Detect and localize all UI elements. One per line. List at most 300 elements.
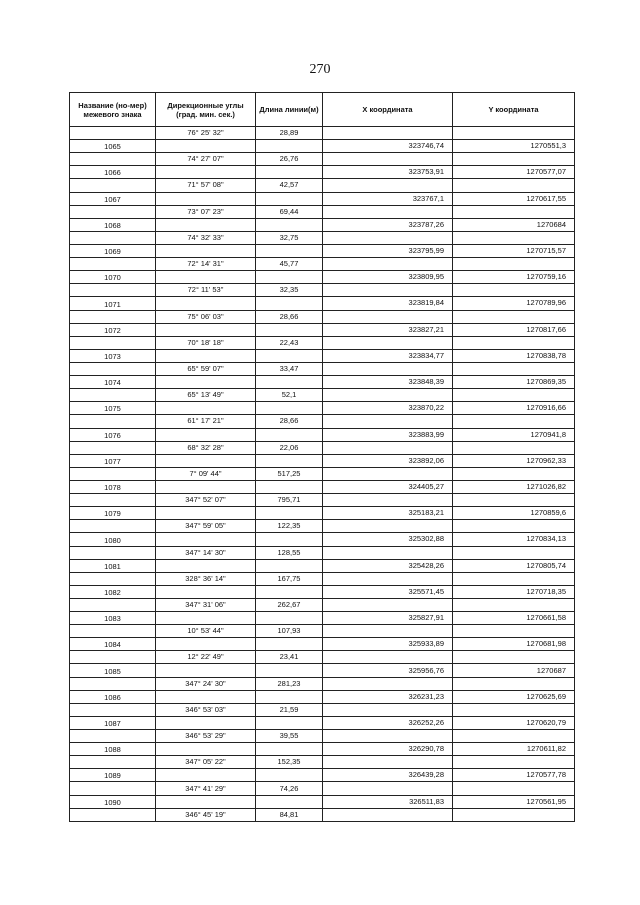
x-coordinate-cell: 325956,76 — [323, 664, 453, 677]
y-cell-empty — [453, 625, 575, 638]
mark-name-cell: 1070 — [70, 271, 156, 284]
header-x-coordinate: X координата — [323, 93, 453, 127]
y-coordinate-cell: 1270611,82 — [453, 743, 575, 756]
y-coordinate-cell: 1270759,16 — [453, 271, 575, 284]
x-coordinate-cell: 323819,84 — [323, 297, 453, 310]
line-length-cell: 152,35 — [256, 756, 323, 769]
table-row-segment — [70, 415, 575, 428]
table-row-point — [70, 769, 575, 782]
mark-name-cell: 1086 — [70, 690, 156, 703]
mark-name-cell: 1077 — [70, 454, 156, 467]
y-cell-empty — [453, 284, 575, 297]
line-length-cell: 795,71 — [256, 494, 323, 507]
length-cell-empty — [256, 349, 323, 362]
line-length-cell: 22,06 — [256, 441, 323, 454]
table-row-point — [70, 376, 575, 389]
mark-name-cell: 1083 — [70, 612, 156, 625]
angle-cell-empty — [156, 585, 256, 598]
table-row-segment — [70, 179, 575, 192]
table-row-segment — [70, 651, 575, 664]
x-cell-empty — [323, 153, 453, 166]
table-row-point — [70, 716, 575, 729]
x-coordinate-cell: 323787,26 — [323, 218, 453, 231]
angle-cell-empty — [156, 743, 256, 756]
line-length-cell: 52,1 — [256, 389, 323, 402]
direction-angle-cell: 68° 32' 28" — [156, 441, 256, 454]
y-cell-empty — [453, 310, 575, 323]
length-cell-empty — [256, 140, 323, 153]
x-cell-empty — [323, 520, 453, 533]
table-row-point — [70, 480, 575, 493]
x-cell-empty — [323, 258, 453, 271]
x-coordinate-cell: 323795,99 — [323, 244, 453, 257]
mark-name-cell: 1067 — [70, 192, 156, 205]
angle-cell-empty — [156, 612, 256, 625]
angle-cell-empty — [156, 507, 256, 520]
length-cell-empty — [256, 638, 323, 651]
mark-cell-empty — [70, 703, 156, 716]
mark-cell-empty — [70, 258, 156, 271]
direction-angle-cell: 65° 13' 49" — [156, 389, 256, 402]
angle-cell-empty — [156, 218, 256, 231]
y-coordinate-cell: 1270962,33 — [453, 454, 575, 467]
direction-angle-cell: 74° 32' 33" — [156, 231, 256, 244]
mark-cell-empty — [70, 546, 156, 559]
y-coordinate-cell: 1270687 — [453, 664, 575, 677]
angle-cell-empty — [156, 244, 256, 257]
angle-cell-empty — [156, 376, 256, 389]
table-row-point — [70, 612, 575, 625]
y-cell-empty — [453, 494, 575, 507]
y-coordinate-cell: 1270617,55 — [453, 192, 575, 205]
mark-cell-empty — [70, 782, 156, 795]
line-length-cell: 26,76 — [256, 153, 323, 166]
angle-cell-empty — [156, 716, 256, 729]
x-cell-empty — [323, 494, 453, 507]
mark-cell-empty — [70, 284, 156, 297]
y-coordinate-cell: 1270561,95 — [453, 795, 575, 808]
direction-angle-cell: 61° 17' 21" — [156, 415, 256, 428]
mark-name-cell: 1089 — [70, 769, 156, 782]
mark-cell-empty — [70, 231, 156, 244]
angle-cell-empty — [156, 402, 256, 415]
table-row-segment — [70, 677, 575, 690]
y-coordinate-cell: 1270625,69 — [453, 690, 575, 703]
mark-cell-empty — [70, 362, 156, 375]
table-row-segment — [70, 520, 575, 533]
x-coordinate-cell: 325183,21 — [323, 507, 453, 520]
mark-cell-empty — [70, 520, 156, 533]
table-header-row — [70, 93, 575, 127]
y-cell-empty — [453, 677, 575, 690]
x-coordinate-cell: 323870,22 — [323, 402, 453, 415]
line-length-cell: 107,93 — [256, 625, 323, 638]
x-cell-empty — [323, 677, 453, 690]
header-direction-angle: Дирекционные углы (град. мин. сек.) — [156, 93, 256, 127]
y-cell-empty — [453, 415, 575, 428]
mark-name-cell: 1075 — [70, 402, 156, 415]
table-row-point — [70, 402, 575, 415]
line-length-cell: 21,59 — [256, 703, 323, 716]
line-length-cell: 45,77 — [256, 258, 323, 271]
y-coordinate-cell: 1270805,74 — [453, 559, 575, 572]
y-cell-empty — [453, 808, 575, 821]
x-cell-empty — [323, 703, 453, 716]
table-row-segment — [70, 127, 575, 140]
line-length-cell: 262,67 — [256, 598, 323, 611]
line-length-cell: 23,41 — [256, 651, 323, 664]
y-coordinate-cell: 1270941,8 — [453, 428, 575, 441]
x-coordinate-cell: 323809,95 — [323, 271, 453, 284]
y-coordinate-cell: 1270715,57 — [453, 244, 575, 257]
table-row-point — [70, 743, 575, 756]
y-cell-empty — [453, 520, 575, 533]
mark-cell-empty — [70, 756, 156, 769]
table-row-segment — [70, 336, 575, 349]
mark-name-cell: 1082 — [70, 585, 156, 598]
x-cell-empty — [323, 467, 453, 480]
direction-angle-cell: 347° 41' 29" — [156, 782, 256, 795]
x-coordinate-cell: 326511,83 — [323, 795, 453, 808]
length-cell-empty — [256, 323, 323, 336]
table-row-point — [70, 244, 575, 257]
x-coordinate-cell: 323746,74 — [323, 140, 453, 153]
angle-cell-empty — [156, 140, 256, 153]
direction-angle-cell: 12° 22' 49" — [156, 651, 256, 664]
y-coordinate-cell: 1270551,3 — [453, 140, 575, 153]
mark-name-cell: 1079 — [70, 507, 156, 520]
table-row-segment — [70, 310, 575, 323]
direction-angle-cell: 73° 07' 23" — [156, 205, 256, 218]
table-row-point — [70, 323, 575, 336]
direction-angle-cell: 346° 53' 03" — [156, 703, 256, 716]
length-cell-empty — [256, 480, 323, 493]
line-length-cell: 22,43 — [256, 336, 323, 349]
angle-cell-empty — [156, 664, 256, 677]
mark-name-cell: 1085 — [70, 664, 156, 677]
x-cell-empty — [323, 598, 453, 611]
angle-cell-empty — [156, 428, 256, 441]
x-coordinate-cell: 324405,27 — [323, 480, 453, 493]
mark-name-cell: 1069 — [70, 244, 156, 257]
table-row-segment — [70, 782, 575, 795]
y-cell-empty — [453, 467, 575, 480]
x-coordinate-cell: 323848,39 — [323, 376, 453, 389]
mark-cell-empty — [70, 205, 156, 218]
y-cell-empty — [453, 258, 575, 271]
angle-cell-empty — [156, 690, 256, 703]
mark-name-cell: 1072 — [70, 323, 156, 336]
mark-name-cell: 1084 — [70, 638, 156, 651]
table-row-point — [70, 297, 575, 310]
length-cell-empty — [256, 559, 323, 572]
boundary-coordinates-table — [69, 92, 575, 822]
table-row-point — [70, 585, 575, 598]
direction-angle-cell: 347° 31' 06" — [156, 598, 256, 611]
x-cell-empty — [323, 730, 453, 743]
line-length-cell: 32,35 — [256, 284, 323, 297]
x-coordinate-cell: 325428,26 — [323, 559, 453, 572]
direction-angle-cell: 74° 27' 07" — [156, 153, 256, 166]
length-cell-empty — [256, 271, 323, 284]
direction-angle-cell: 7° 09' 44" — [156, 467, 256, 480]
x-cell-empty — [323, 179, 453, 192]
length-cell-empty — [256, 166, 323, 179]
mark-cell-empty — [70, 651, 156, 664]
y-coordinate-cell: 1270817,66 — [453, 323, 575, 336]
mark-cell-empty — [70, 310, 156, 323]
angle-cell-empty — [156, 454, 256, 467]
line-length-cell: 122,35 — [256, 520, 323, 533]
direction-angle-cell: 346° 53' 29" — [156, 730, 256, 743]
table-row-segment — [70, 730, 575, 743]
angle-cell-empty — [156, 638, 256, 651]
line-length-cell: 517,25 — [256, 467, 323, 480]
table-row-segment — [70, 441, 575, 454]
table-row-point — [70, 507, 575, 520]
line-length-cell: 28,66 — [256, 415, 323, 428]
mark-name-cell: 1088 — [70, 743, 156, 756]
mark-cell-empty — [70, 467, 156, 480]
y-cell-empty — [453, 572, 575, 585]
table-body — [70, 127, 575, 822]
line-length-cell: 167,75 — [256, 572, 323, 585]
mark-name-cell: 1065 — [70, 140, 156, 153]
mark-name-cell: 1080 — [70, 533, 156, 546]
y-cell-empty — [453, 153, 575, 166]
x-cell-empty — [323, 336, 453, 349]
y-coordinate-cell: 1270718,35 — [453, 585, 575, 598]
mark-name-cell: 1073 — [70, 349, 156, 362]
mark-name-cell: 1090 — [70, 795, 156, 808]
mark-cell-empty — [70, 389, 156, 402]
y-coordinate-cell: 1270838,78 — [453, 349, 575, 362]
y-cell-empty — [453, 389, 575, 402]
mark-cell-empty — [70, 598, 156, 611]
direction-angle-cell: 346° 45' 19" — [156, 808, 256, 821]
length-cell-empty — [256, 454, 323, 467]
table-row-segment — [70, 756, 575, 769]
mark-name-cell: 1074 — [70, 376, 156, 389]
direction-angle-cell: 72° 14' 31" — [156, 258, 256, 271]
mark-cell-empty — [70, 572, 156, 585]
y-coordinate-cell: 1270577,78 — [453, 769, 575, 782]
x-coordinate-cell: 323883,99 — [323, 428, 453, 441]
length-cell-empty — [256, 192, 323, 205]
y-cell-empty — [453, 336, 575, 349]
length-cell-empty — [256, 428, 323, 441]
angle-cell-empty — [156, 559, 256, 572]
y-cell-empty — [453, 441, 575, 454]
length-cell-empty — [256, 585, 323, 598]
x-coordinate-cell: 323753,91 — [323, 166, 453, 179]
x-coordinate-cell: 325933,89 — [323, 638, 453, 651]
angle-cell-empty — [156, 795, 256, 808]
mark-cell-empty — [70, 677, 156, 690]
x-cell-empty — [323, 205, 453, 218]
x-cell-empty — [323, 546, 453, 559]
table-row-point — [70, 795, 575, 808]
x-coordinate-cell: 326290,78 — [323, 743, 453, 756]
x-cell-empty — [323, 310, 453, 323]
direction-angle-cell: 10° 53' 44" — [156, 625, 256, 638]
line-length-cell: 28,66 — [256, 310, 323, 323]
direction-angle-cell: 70° 18' 18" — [156, 336, 256, 349]
x-coordinate-cell: 326252,26 — [323, 716, 453, 729]
y-coordinate-cell: 1270834,13 — [453, 533, 575, 546]
table-row-point — [70, 349, 575, 362]
angle-cell-empty — [156, 297, 256, 310]
direction-angle-cell: 76° 25' 32" — [156, 127, 256, 140]
length-cell-empty — [256, 795, 323, 808]
x-cell-empty — [323, 651, 453, 664]
y-cell-empty — [453, 730, 575, 743]
line-length-cell: 281,23 — [256, 677, 323, 690]
table-row-point — [70, 690, 575, 703]
table-row-segment — [70, 625, 575, 638]
x-coordinate-cell: 323892,06 — [323, 454, 453, 467]
length-cell-empty — [256, 716, 323, 729]
mark-name-cell: 1076 — [70, 428, 156, 441]
x-cell-empty — [323, 284, 453, 297]
angle-cell-empty — [156, 349, 256, 362]
x-coordinate-cell: 325302,88 — [323, 533, 453, 546]
x-coordinate-cell: 325827,91 — [323, 612, 453, 625]
x-cell-empty — [323, 231, 453, 244]
mark-cell-empty — [70, 730, 156, 743]
x-coordinate-cell: 323767,1 — [323, 192, 453, 205]
y-coordinate-cell: 1270869,35 — [453, 376, 575, 389]
mark-cell-empty — [70, 441, 156, 454]
y-coordinate-cell: 1270859,6 — [453, 507, 575, 520]
direction-angle-cell: 65° 59' 07" — [156, 362, 256, 375]
mark-cell-empty — [70, 625, 156, 638]
y-coordinate-cell: 1270916,66 — [453, 402, 575, 415]
table-row-point — [70, 166, 575, 179]
table-row-segment — [70, 808, 575, 821]
y-cell-empty — [453, 127, 575, 140]
length-cell-empty — [256, 507, 323, 520]
angle-cell-empty — [156, 533, 256, 546]
x-coordinate-cell: 325571,45 — [323, 585, 453, 598]
y-cell-empty — [453, 703, 575, 716]
line-length-cell: 28,89 — [256, 127, 323, 140]
y-cell-empty — [453, 179, 575, 192]
mark-cell-empty — [70, 179, 156, 192]
header-mark-name: Название (но-мер) межевого знака — [70, 93, 156, 127]
length-cell-empty — [256, 297, 323, 310]
table-row-point — [70, 428, 575, 441]
angle-cell-empty — [156, 480, 256, 493]
mark-name-cell: 1068 — [70, 218, 156, 231]
length-cell-empty — [256, 533, 323, 546]
y-cell-empty — [453, 782, 575, 795]
y-coordinate-cell: 1270661,58 — [453, 612, 575, 625]
table-row-point — [70, 140, 575, 153]
table-row-segment — [70, 598, 575, 611]
x-cell-empty — [323, 362, 453, 375]
length-cell-empty — [256, 690, 323, 703]
y-cell-empty — [453, 756, 575, 769]
y-coordinate-cell: 1271026,82 — [453, 480, 575, 493]
table-row-segment — [70, 546, 575, 559]
mark-name-cell: 1078 — [70, 480, 156, 493]
length-cell-empty — [256, 612, 323, 625]
page-number: 270 — [309, 62, 331, 77]
direction-angle-cell: 347° 05' 22" — [156, 756, 256, 769]
y-cell-empty — [453, 598, 575, 611]
line-length-cell: 74,26 — [256, 782, 323, 795]
x-cell-empty — [323, 127, 453, 140]
mark-cell-empty — [70, 808, 156, 821]
table-row-segment — [70, 703, 575, 716]
x-cell-empty — [323, 756, 453, 769]
mark-name-cell: 1081 — [70, 559, 156, 572]
line-length-cell: 39,55 — [256, 730, 323, 743]
x-coordinate-cell: 323827,21 — [323, 323, 453, 336]
x-cell-empty — [323, 389, 453, 402]
table-row-segment — [70, 258, 575, 271]
y-cell-empty — [453, 651, 575, 664]
direction-angle-cell: 347° 52' 07" — [156, 494, 256, 507]
table-row-point — [70, 664, 575, 677]
table-row-segment — [70, 467, 575, 480]
mark-name-cell: 1066 — [70, 166, 156, 179]
angle-cell-empty — [156, 769, 256, 782]
mark-name-cell: 1071 — [70, 297, 156, 310]
table-row-point — [70, 638, 575, 651]
table-row-segment — [70, 494, 575, 507]
table-row-point — [70, 192, 575, 205]
length-cell-empty — [256, 244, 323, 257]
table-row-segment — [70, 231, 575, 244]
direction-angle-cell: 347° 59' 05" — [156, 520, 256, 533]
table-row-point — [70, 218, 575, 231]
x-cell-empty — [323, 782, 453, 795]
mark-cell-empty — [70, 336, 156, 349]
x-cell-empty — [323, 625, 453, 638]
table-row-segment — [70, 284, 575, 297]
x-coordinate-cell: 326231,23 — [323, 690, 453, 703]
header-y-coordinate: Y координата — [453, 93, 575, 127]
x-cell-empty — [323, 572, 453, 585]
length-cell-empty — [256, 743, 323, 756]
mark-cell-empty — [70, 494, 156, 507]
line-length-cell: 42,57 — [256, 179, 323, 192]
y-cell-empty — [453, 205, 575, 218]
direction-angle-cell: 72° 11' 53" — [156, 284, 256, 297]
x-coordinate-cell: 323834,77 — [323, 349, 453, 362]
table-row-point — [70, 271, 575, 284]
direction-angle-cell: 328° 36' 14" — [156, 572, 256, 585]
table-row-point — [70, 454, 575, 467]
table-row-segment — [70, 572, 575, 585]
x-cell-empty — [323, 441, 453, 454]
length-cell-empty — [256, 664, 323, 677]
mark-name-cell: 1087 — [70, 716, 156, 729]
y-coordinate-cell: 1270789,96 — [453, 297, 575, 310]
direction-angle-cell: 347° 14' 30" — [156, 546, 256, 559]
length-cell-empty — [256, 769, 323, 782]
x-coordinate-cell: 326439,28 — [323, 769, 453, 782]
y-coordinate-cell: 1270684 — [453, 218, 575, 231]
table-row-point — [70, 559, 575, 572]
x-cell-empty — [323, 415, 453, 428]
angle-cell-empty — [156, 192, 256, 205]
line-length-cell: 84,81 — [256, 808, 323, 821]
direction-angle-cell: 347° 24' 30" — [156, 677, 256, 690]
mark-cell-empty — [70, 127, 156, 140]
